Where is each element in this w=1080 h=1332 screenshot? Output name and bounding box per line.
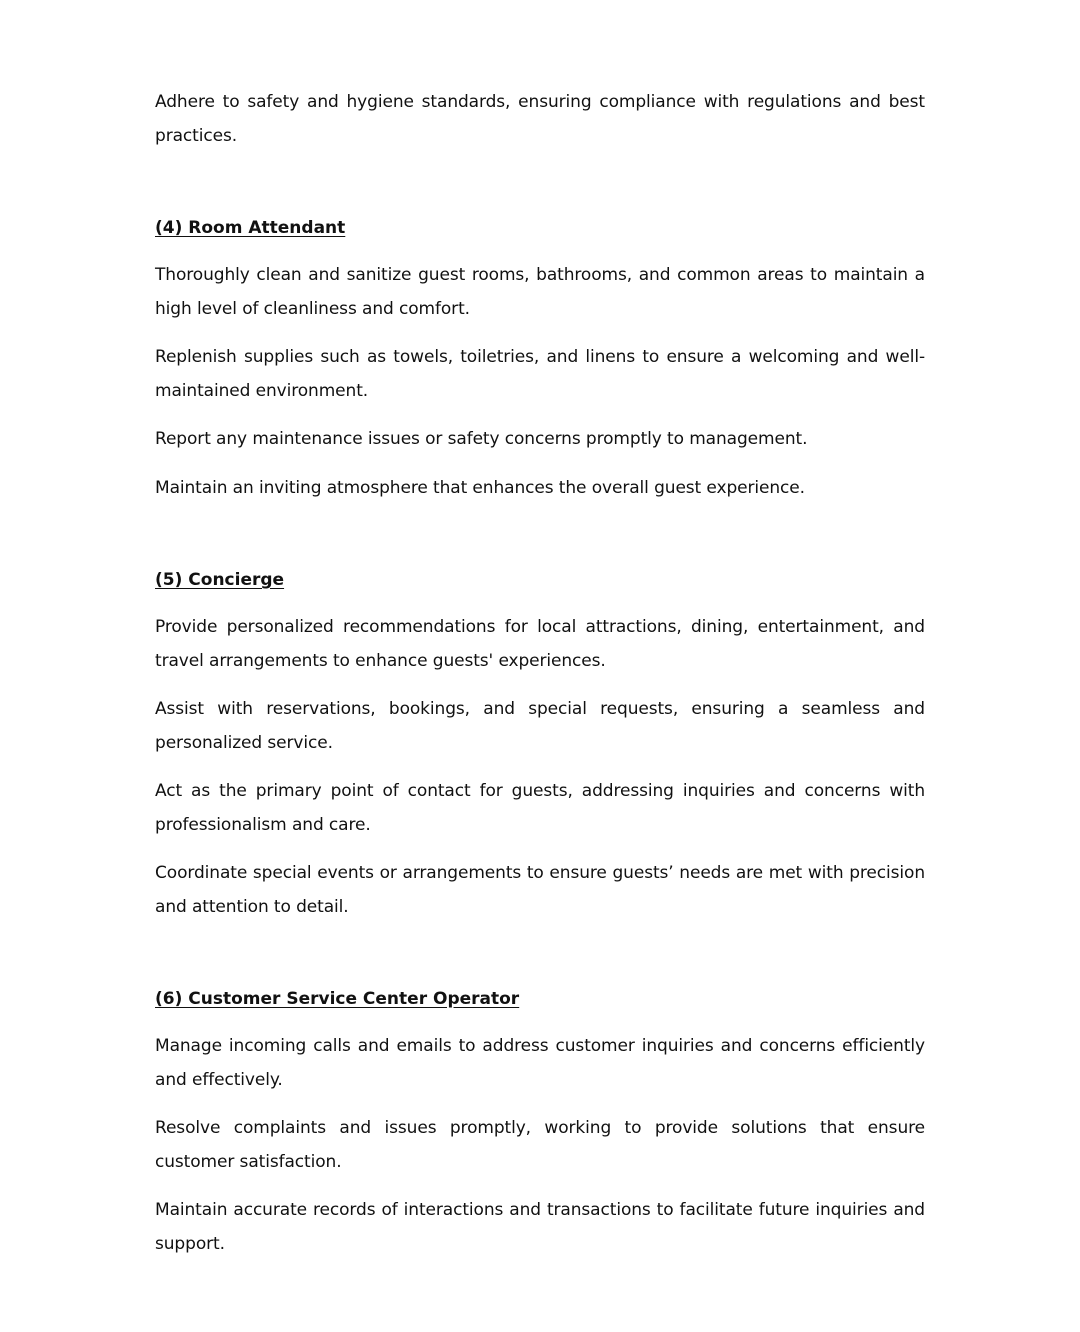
section-customer-service-center-operator — [155, 984, 925, 1261]
section-heading: (6) Customer Service Center Operator — [155, 989, 520, 1009]
section-heading: (4) Room Attendant — [155, 218, 346, 238]
paragraph: Assist with reservations, bookings, and special requests, ensuring a seamless and personalized service. — [155, 699, 925, 753]
paragraph: Act as the primary point of contact for guests, addressing inquiries and concerns with professionalism and care. — [155, 781, 925, 835]
section-concierge — [155, 565, 925, 924]
paragraph: Thoroughly clean and sanitize guest rooms, bathrooms, and common areas to maintain a high level of cleanliness and comfort. — [155, 265, 925, 319]
paragraph: Report any maintenance issues or safety concerns promptly to management. — [155, 429, 808, 449]
paragraph: Maintain accurate records of interactions and transactions to facilitate future inquiries and support. — [155, 1200, 925, 1254]
paragraph: Manage incoming calls and emails to address customer inquiries and concerns efficiently and effectively. — [155, 1036, 925, 1090]
paragraph: Replenish supplies such as towels, toiletries, and linens to ensure a welcoming and well-maintained environment. — [155, 347, 925, 401]
paragraph: Coordinate special events or arrangements to ensure guests’ needs are met with precision and attention to detail. — [155, 863, 925, 917]
section-room-attendant — [155, 213, 925, 505]
document-page — [155, 86, 925, 1276]
paragraph: Maintain an inviting atmosphere that enhances the overall guest experience. — [155, 477, 805, 498]
paragraph: Provide personalized recommendations for local attractions, dining, entertainment, and travel arrangements to enhance guests' experiences. — [155, 617, 925, 671]
section-heading: (5) Concierge — [155, 570, 285, 590]
intro-paragraph: Adhere to safety and hygiene standards, ensuring compliance with regulations and best practices. — [155, 92, 925, 146]
paragraph: Resolve complaints and issues promptly, working to provide solutions that ensure customer satisfaction. — [155, 1118, 925, 1172]
